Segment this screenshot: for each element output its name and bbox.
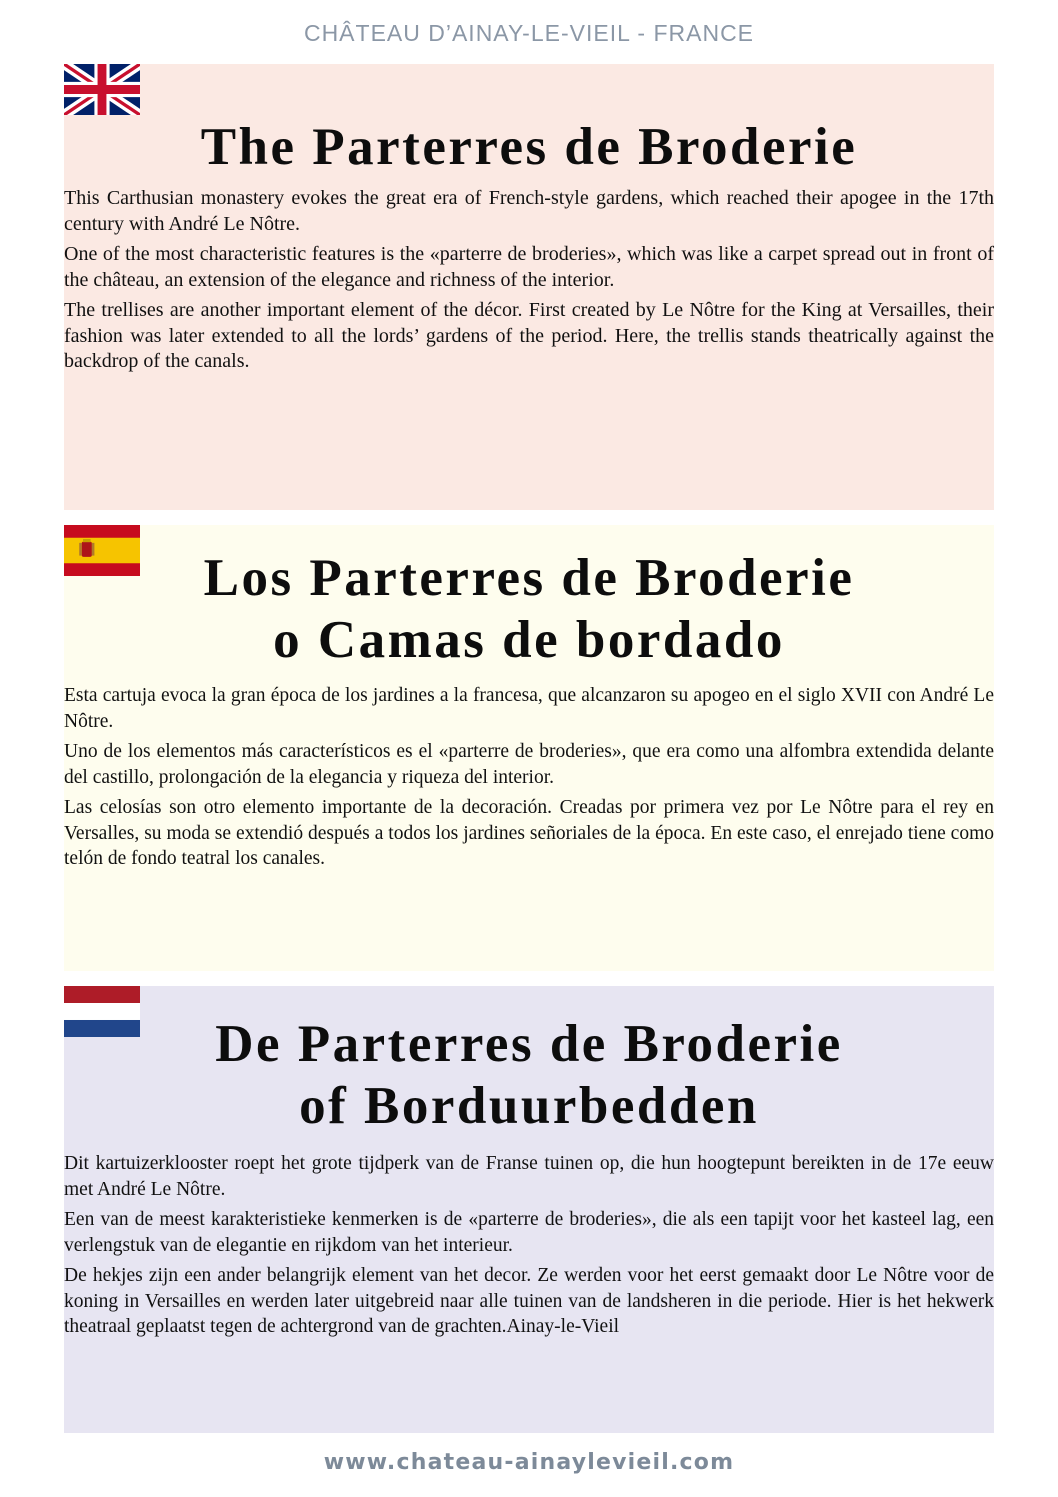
english-section [64,64,994,510]
dutch-section [64,986,994,1433]
section-body [64,1151,994,1340]
paragraph: Een van de meest karakteristieke kenmerken is de «parterre de broderies», die als een tapijt voor het kasteel lag, een verlengstuk van de elegantie en rijkdom van het interieur. [64,1209,994,1256]
paragraph: Las celosías son otro elemento importante de la decoración. Creadas por primera vez por Le Nôtre para el rey en Versalles, su moda se extendió después a todos los jardines señoriales de la época. En este caso, el enrejado tiene como telón de fondo teatral los canales. [64,797,994,869]
section-title [64,64,994,178]
paragraph: Uno de los elementos más característicos es el «parterre de broderies», que era como una alfombra extendida delante del castillo, prolongación de la elegancia y riqueza del interior. [64,741,994,788]
paragraph: Dit kartuizerklooster roept het grote tijdperk van de Franse tuinen op, die hun hoogtepunt bereikten in de 17e eeuw met André Le Nôtre. [64,1153,994,1200]
paragraph: Esta cartuja evoca la gran época de los jardines a la francesa, que alcanzaron su apogeo en el siglo XVII con André Le Nôtre. [64,685,994,732]
paragraph: This Carthusian monastery evokes the great era of French-style gardens, which reached their apogee in the 17th century with André Le Nôtre. [64,187,994,235]
paragraph: De hekjes zijn een ander belangrijk element van het decor. Ze werden voor het eerst gemaakt door Le Nôtre voor de koning in Versailles en werden later uitgebreid naar alle tuinen van de landsheren in die periode. Hier is het hekwerk theatraal geplaatst tegen de achtergrond van de grachten.Ainay-le-Vieil [64,1265,994,1337]
spain-flag-icon [64,525,140,576]
title-line: De Parterres de Broderie [215,1015,843,1073]
paragraph: One of the most characteristic features is the «parterre de broderies», which was like a carpet spread out in front of the château, an extension of the elegance and richness of the interior. [64,243,994,291]
section-title [64,986,994,1137]
netherlands-flag-icon [64,986,140,1037]
section-title [64,525,994,671]
uk-flag-icon [64,64,140,115]
paragraph: The trellises are another important element of the décor. First created by Le Nôtre for the King at Versailles, their fashion was later extended to all the lords’ gardens of the period. Here, the trellis stands theatrically against the backdrop of the canals. [64,299,994,372]
website-url: www.chateau-ainaylevieil.com [323,1450,735,1475]
title-line: The Parterres de Broderie [200,118,858,176]
spanish-section [64,525,994,971]
title-line: of Borduurbedden [299,1077,759,1135]
document-header: CHÂTEAU D’AINAY-LE-VIEIL - FRANCE [303,20,755,46]
title-line: Los Parterres de Broderie [203,549,855,607]
section-body [64,683,994,872]
section-body [64,186,994,375]
title-line: o Camas de bordado [273,611,785,669]
